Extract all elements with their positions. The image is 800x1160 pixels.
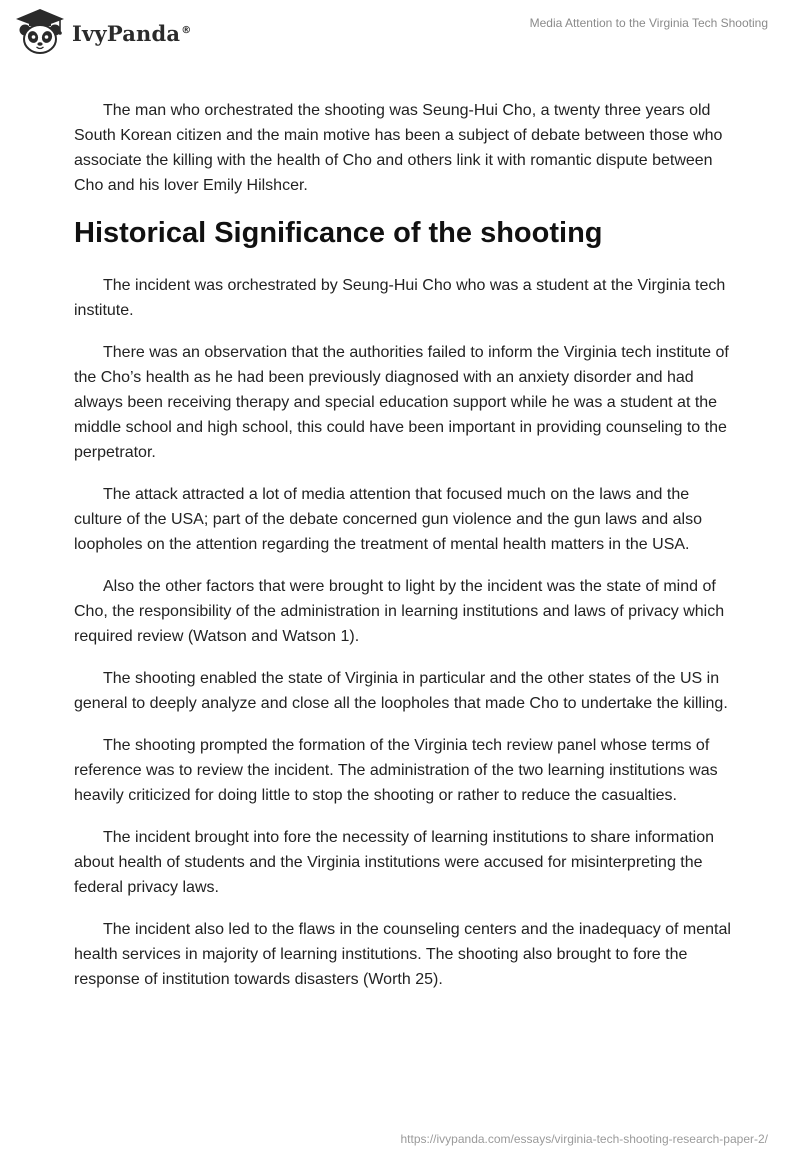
source-url-link[interactable]: https://ivypanda.com/essays/virginia-tech-shooting-research-paper-2/ [400,1132,768,1146]
brand-logo[interactable] [14,8,191,56]
registered-mark: ® [181,24,192,36]
paragraph: The incident also led to the flaws in the counseling centers and the inadequacy of mental health services in majority of learning institutions. The shooting also brought to fore the response of institution towards disasters (Worth 25). [74,921,731,988]
brand-name-text: IvyPanda [72,20,181,46]
document-title: Media Attention to the Virginia Tech Shooting [529,16,768,30]
brand-name [72,21,191,46]
paragraph: There was an observation that the authorities failed to inform the Virginia tech institute of the Cho’s health as he had been previously diagnosed with an anxiety disorder and had always been receiving therapy and special education support while he was a student at the middle school and high school, this could have been important in providing counseling to the perpetrator. [74,344,729,461]
paragraph: The incident was orchestrated by Seung-Hui Cho who was a student at the Virginia tech institute. [74,277,726,319]
paragraph: The incident brought into fore the necessity of learning institutions to share information about health of students and the Virginia institutions were accused for misinterpreting the federal privacy laws. [74,829,715,896]
section-heading: Historical Significance of the shooting [74,217,603,249]
paragraph: Also the other factors that were brought to light by the incident was the state of mind of Cho, the responsibility of the administration in learning institutions and laws of privacy which required review (Watson and Watson 1). [74,578,725,645]
essay-body [74,98,734,1009]
paragraph: The attack attracted a lot of media attention that focused much on the laws and the culture of the USA; part of the debate concerned gun violence and the gun laws and also loopholes on the attention regarding the treatment of mental health matters in the USA. [74,486,702,553]
paragraph: The shooting enabled the state of Virginia in particular and the other states of the US in general to deeply analyze and close all the loopholes that made Cho to undertake the killing. [74,670,728,712]
page-header [0,0,800,60]
intro-paragraph: The man who orchestrated the shooting was Seung-Hui Cho, a twenty three years old South Korean citizen and the main motive has been a subject of debate between those who associate the killing with the health of Cho and others link it with romantic dispute between Cho and his lover Emily Hilshcer. [74,102,723,194]
paragraph: The shooting prompted the formation of the Virginia tech review panel whose terms of reference was to review the incident. The administration of the two learning institutions was heavily criticized for doing little to stop the shooting or rather to reduce the casualties. [74,737,718,804]
panda-graduate-icon [14,8,66,56]
